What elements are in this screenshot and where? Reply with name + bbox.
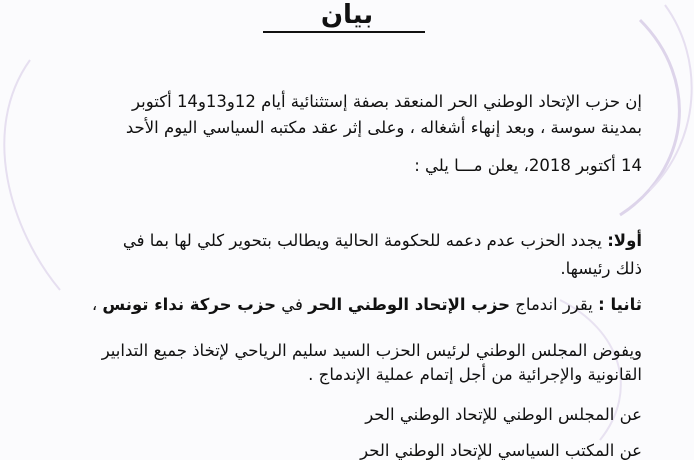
paragraph1-line2: بمدينة سوسة ، وبعد إنهاء أشغاله ، وعلى إثر عقد مكتبه السياسي اليوم الأحد xyxy=(125,118,642,137)
paragraph1-line1: إن حزب الإتحاد الوطني الحر المنعقد بصفة إستثنائية أيام 12و13و14 أكتوبر xyxy=(132,92,642,111)
paragraph2-line1: ويفوض المجلس الوطني لرئيس الحزب السيد سليم الرياحي لإتخاذ جميع التدابير xyxy=(101,341,642,360)
point2-party2: حزب حركة نداء تونس xyxy=(102,295,277,314)
document-title: بيان xyxy=(320,0,374,30)
point2-text-after: ، xyxy=(91,295,103,314)
signature-political-bureau: عن المكتب السياسي للإتحاد الوطني الحر xyxy=(360,441,642,460)
point2-text-before: يقرر اندماج xyxy=(510,295,599,314)
paragraph2-line2: القانونية والإجرائية من أجل إتمام عملية الإندماج . xyxy=(308,365,642,384)
point1-line2: ذلك رئيسها. xyxy=(560,259,642,278)
point2-party1: حزب الإتحاد الوطني الحر xyxy=(308,295,511,314)
point1-label: أولا: xyxy=(607,231,642,250)
title-underline xyxy=(263,31,425,33)
point2-line xyxy=(92,294,642,316)
point2-label: ثانيا : xyxy=(598,295,642,314)
paragraph1-line3: 14 أكتوبر 2018، يعلن مـــا يلي : xyxy=(414,156,642,175)
point1-line1 xyxy=(123,230,642,252)
point2-text-middle: في xyxy=(276,295,309,314)
signature-national-council: عن المجلس الوطني للإتحاد الوطني الحر xyxy=(365,405,642,424)
point1-text: يجدد الحزب عدم دعمه للحكومة الحالية ويطالب بتحوير كلي لها بما في xyxy=(122,231,608,250)
